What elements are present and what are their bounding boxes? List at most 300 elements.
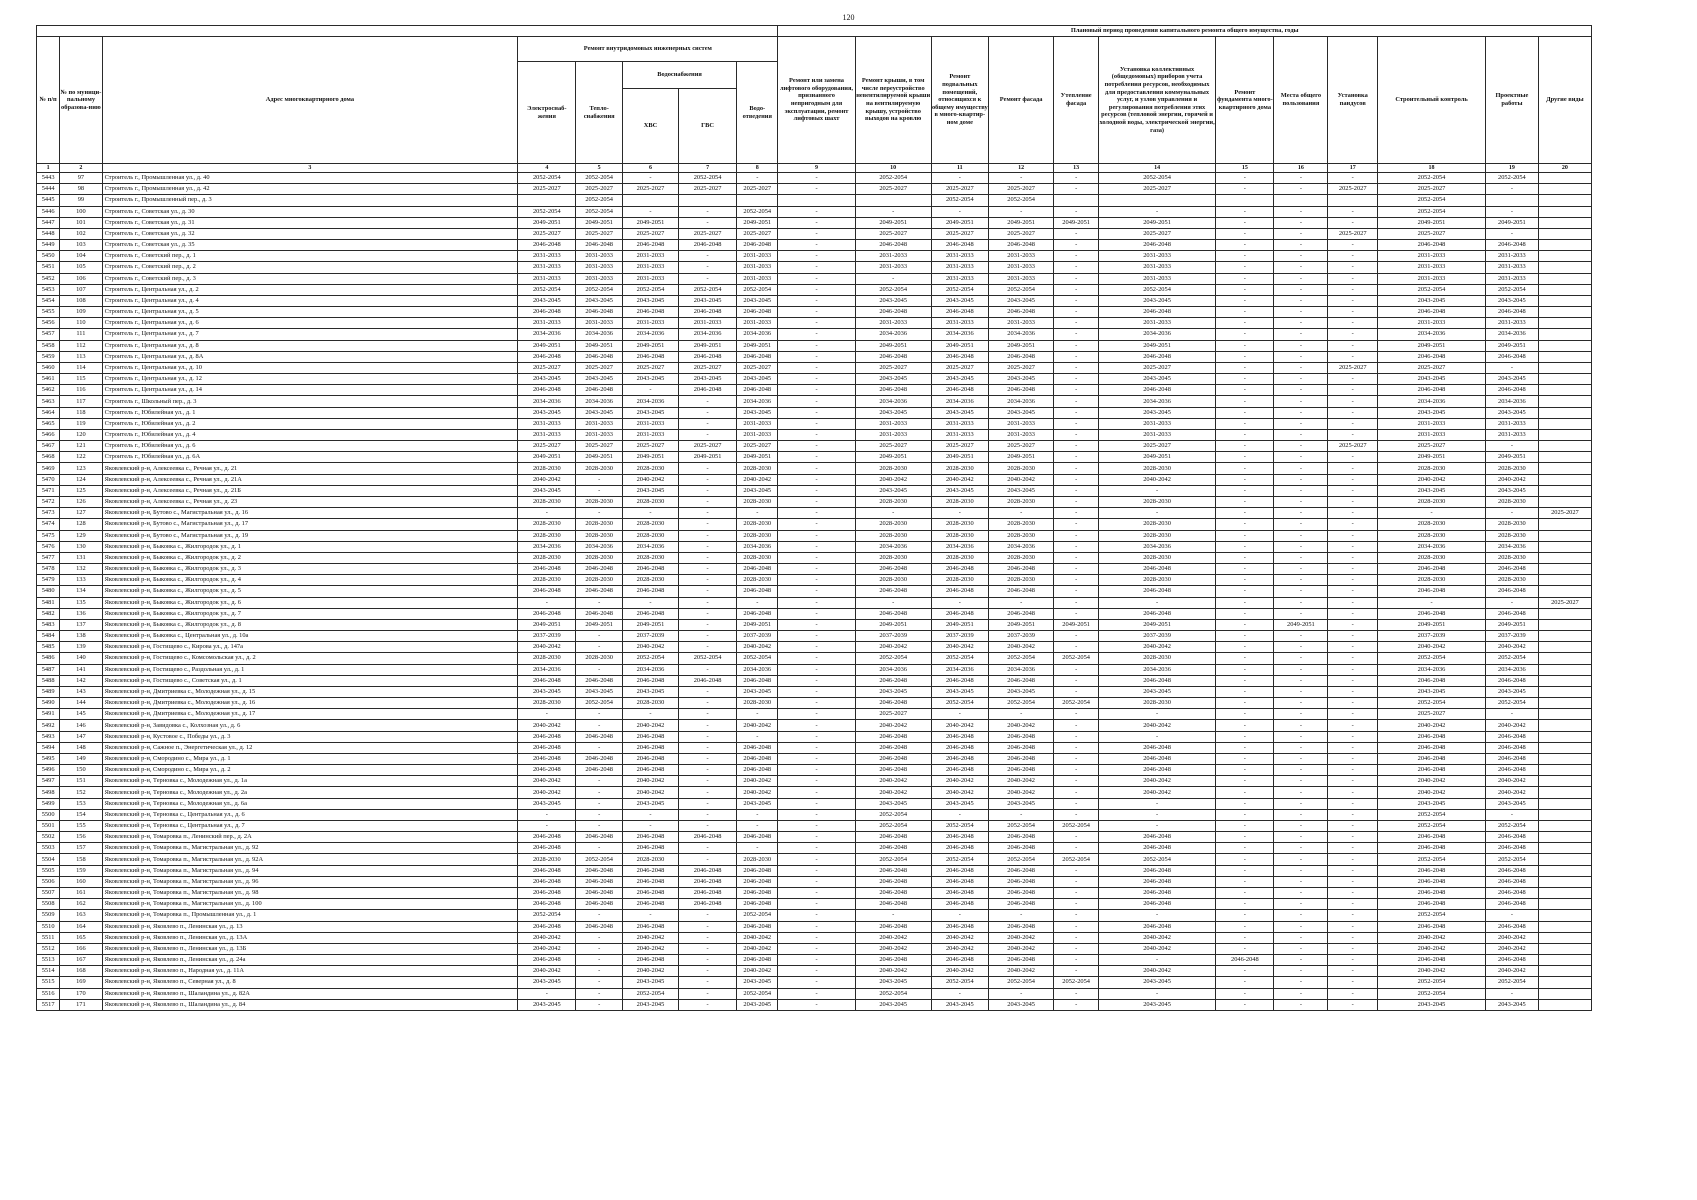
schedule-cell: 2028-2030 (1378, 519, 1486, 530)
schedule-cell: 2040-2042 (855, 932, 931, 943)
schedule-cell: - (1328, 407, 1378, 418)
schedule-cell: - (778, 362, 855, 373)
header-num: № п/п (37, 37, 60, 164)
schedule-cell: - (931, 988, 988, 999)
table-row (37, 876, 1592, 887)
schedule-cell: 2046-2048 (1098, 351, 1215, 362)
municipal-number: 125 (60, 485, 102, 496)
schedule-cell: - (1216, 429, 1274, 440)
schedule-cell: 2046-2048 (1485, 753, 1538, 764)
address-cell: Яковлевский р-н, Бутово с., Магистральная ул., д. 19 (102, 530, 518, 541)
schedule-cell: 2046-2048 (931, 731, 988, 742)
row-number: 5474 (37, 519, 60, 530)
schedule-cell: 2052-2054 (988, 854, 1054, 865)
schedule-cell: 2052-2054 (855, 173, 931, 184)
schedule-cell: 2046-2048 (737, 608, 778, 619)
schedule-cell: - (1216, 698, 1274, 709)
table-row (37, 396, 1592, 407)
schedule-cell: 2034-2036 (855, 541, 931, 552)
schedule-cell: 2046-2048 (622, 564, 678, 575)
schedule-cell: - (678, 206, 736, 217)
schedule-cell: 2052-2054 (855, 854, 931, 865)
schedule-cell: 2046-2048 (988, 586, 1054, 597)
municipal-number: 158 (60, 854, 102, 865)
schedule-cell: 2031-2033 (855, 418, 931, 429)
schedule-cell: 2028-2030 (1098, 653, 1215, 664)
table-row (37, 854, 1592, 865)
address-cell: Яковлевский р-н, Алексеевка с., Речная ул., д. 23 (102, 496, 518, 507)
schedule-cell (1538, 999, 1591, 1010)
schedule-cell: - (1274, 508, 1328, 519)
schedule-cell: 2031-2033 (518, 262, 576, 273)
schedule-cell (1538, 407, 1591, 418)
row-number: 5514 (37, 966, 60, 977)
municipal-number: 103 (60, 240, 102, 251)
schedule-cell: 2046-2048 (622, 888, 678, 899)
municipal-number: 139 (60, 642, 102, 653)
row-number: 5515 (37, 977, 60, 988)
schedule-cell: - (1054, 362, 1098, 373)
schedule-cell: 2046-2048 (988, 843, 1054, 854)
schedule-cell: 2049-2051 (988, 452, 1054, 463)
schedule-cell: 2028-2030 (576, 575, 623, 586)
row-number: 5511 (37, 932, 60, 943)
schedule-cell: - (1274, 474, 1328, 485)
address-cell: Яковлевский р-н, Бутово с., Магистральная ул., д. 16 (102, 508, 518, 519)
schedule-cell: 2028-2030 (1485, 575, 1538, 586)
schedule-cell: 2031-2033 (622, 318, 678, 329)
schedule-cell: 2049-2051 (678, 340, 736, 351)
schedule-cell: 2049-2051 (622, 452, 678, 463)
schedule-cell: 2046-2048 (622, 876, 678, 887)
schedule-cell: 2034-2036 (622, 541, 678, 552)
schedule-cell: 2046-2048 (1485, 742, 1538, 753)
schedule-cell: 2043-2045 (737, 295, 778, 306)
address-cell: Строитель г., Юбилейная ул., д. 6А (102, 452, 518, 463)
address-cell: Яковлевский р-н, Яковлево п., Ленинская ул., д. 13А (102, 932, 518, 943)
schedule-cell: 2046-2048 (1485, 564, 1538, 575)
schedule-cell: 2043-2045 (1098, 295, 1215, 306)
row-number: 5473 (37, 508, 60, 519)
schedule-cell: - (1216, 910, 1274, 921)
schedule-cell: 2046-2048 (576, 765, 623, 776)
address-cell: Яковлевский р-н, Быковка с., Жилгородок ул., д. 7 (102, 608, 518, 619)
schedule-cell: - (1328, 742, 1378, 753)
schedule-cell: - (1216, 173, 1274, 184)
schedule-cell: 2043-2045 (855, 485, 931, 496)
schedule-cell: - (678, 541, 736, 552)
municipal-number: 99 (60, 195, 102, 206)
schedule-cell: - (678, 407, 736, 418)
municipal-number: 150 (60, 765, 102, 776)
schedule-cell: - (778, 575, 855, 586)
schedule-cell: 2046-2048 (931, 888, 988, 899)
schedule-cell: - (778, 653, 855, 664)
schedule-cell: - (778, 396, 855, 407)
schedule-cell (1538, 351, 1591, 362)
schedule-cell: 2025-2027 (678, 228, 736, 239)
schedule-cell: 2049-2051 (988, 619, 1054, 630)
schedule-cell: - (576, 943, 623, 954)
schedule-cell: 2034-2036 (518, 541, 576, 552)
schedule-cell: 2046-2048 (1378, 564, 1486, 575)
table-row (37, 698, 1592, 709)
municipal-number: 118 (60, 407, 102, 418)
schedule-cell: 2049-2051 (855, 217, 931, 228)
schedule-cell: - (778, 865, 855, 876)
schedule-cell: 2031-2033 (576, 318, 623, 329)
schedule-cell: - (778, 910, 855, 921)
schedule-cell: - (678, 955, 736, 966)
schedule-cell: - (1054, 586, 1098, 597)
schedule-cell: 2040-2042 (1485, 943, 1538, 954)
schedule-cell: - (1328, 485, 1378, 496)
schedule-cell: 2043-2045 (855, 798, 931, 809)
schedule-cell: 2031-2033 (1485, 418, 1538, 429)
table-row (37, 173, 1592, 184)
row-number: 5453 (37, 284, 60, 295)
schedule-cell: - (1328, 899, 1378, 910)
schedule-cell (1538, 776, 1591, 787)
schedule-cell: 2031-2033 (988, 262, 1054, 273)
header-period-title: Плановый период проведения капитального ремонта общего имущества, годы (778, 26, 1592, 37)
schedule-cell: - (778, 921, 855, 932)
schedule-cell: - (1328, 776, 1378, 787)
schedule-cell: - (678, 575, 736, 586)
row-number: 5504 (37, 854, 60, 865)
schedule-cell: 2046-2048 (678, 832, 736, 843)
schedule-cell: 2043-2045 (855, 999, 931, 1010)
schedule-cell: - (1274, 295, 1328, 306)
schedule-cell: 2040-2042 (855, 943, 931, 954)
schedule-cell: 2046-2048 (931, 564, 988, 575)
schedule-cell (1538, 809, 1591, 820)
schedule-cell: - (1328, 217, 1378, 228)
schedule-cell: - (1216, 966, 1274, 977)
schedule-cell: 2034-2036 (988, 329, 1054, 340)
schedule-cell: 2028-2030 (737, 519, 778, 530)
schedule-cell: 2037-2039 (1098, 631, 1215, 642)
schedule-cell: 2025-2027 (1378, 441, 1486, 452)
schedule-cell: - (1216, 519, 1274, 530)
schedule-cell: 2025-2027 (1098, 441, 1215, 452)
schedule-cell: 2031-2033 (1098, 273, 1215, 284)
row-number: 5467 (37, 441, 60, 452)
schedule-cell: - (1216, 619, 1274, 630)
schedule-cell: 2046-2048 (1098, 765, 1215, 776)
table-row (37, 217, 1592, 228)
address-cell: Строитель г., Юбилейная ул., д. 6 (102, 441, 518, 452)
schedule-cell: - (1054, 787, 1098, 798)
table-row (37, 496, 1592, 507)
table-row (37, 921, 1592, 932)
schedule-cell: 2049-2051 (855, 452, 931, 463)
schedule-cell: - (1274, 999, 1328, 1010)
schedule-cell: - (678, 217, 736, 228)
schedule-cell: 2031-2033 (622, 251, 678, 262)
table-row (37, 240, 1592, 251)
schedule-cell: 2046-2048 (988, 899, 1054, 910)
schedule-cell: - (1328, 698, 1378, 709)
schedule-cell: 2046-2048 (855, 765, 931, 776)
schedule-cell: - (678, 742, 736, 753)
schedule-cell: 2043-2045 (622, 798, 678, 809)
schedule-cell: - (1054, 765, 1098, 776)
schedule-cell: 2052-2054 (931, 854, 988, 865)
schedule-cell: 2046-2048 (1098, 240, 1215, 251)
schedule-cell: 2052-2054 (1054, 820, 1098, 831)
schedule-cell: - (1054, 776, 1098, 787)
schedule-cell (622, 195, 678, 206)
municipal-number: 105 (60, 262, 102, 273)
address-cell: Яковлевский р-н, Яковлево п., Северная ул., д. 8 (102, 977, 518, 988)
table-row (37, 519, 1592, 530)
schedule-cell: 2025-2027 (737, 362, 778, 373)
schedule-cell: 2052-2054 (1054, 977, 1098, 988)
address-cell: Яковлевский р-н, Смородино с., Мира ул., д. 1 (102, 753, 518, 764)
schedule-cell: 2031-2033 (737, 251, 778, 262)
schedule-cell: 2031-2033 (1485, 273, 1538, 284)
schedule-cell: 2040-2042 (988, 932, 1054, 943)
schedule-cell: 2034-2036 (931, 664, 988, 675)
schedule-cell: 2049-2051 (1378, 340, 1486, 351)
address-cell: Яковлевский р-н, Гостищево с., Кирова ул., д. 147а (102, 642, 518, 653)
schedule-cell: 2034-2036 (1098, 396, 1215, 407)
schedule-cell: - (678, 720, 736, 731)
schedule-cell: - (1216, 608, 1274, 619)
schedule-cell: 2040-2042 (622, 776, 678, 787)
schedule-cell: - (1216, 787, 1274, 798)
schedule-cell: 2040-2042 (622, 787, 678, 798)
row-number: 5503 (37, 843, 60, 854)
schedule-cell: - (576, 597, 623, 608)
schedule-cell (1538, 541, 1591, 552)
schedule-cell: 2043-2045 (737, 798, 778, 809)
schedule-cell: 2046-2048 (518, 765, 576, 776)
column-number: 2 (60, 164, 102, 173)
row-number: 5457 (37, 329, 60, 340)
table-row (37, 664, 1592, 675)
schedule-cell: - (931, 910, 988, 921)
schedule-cell: 2052-2054 (1378, 988, 1486, 999)
schedule-cell: 2025-2027 (1378, 228, 1486, 239)
schedule-cell: 2046-2048 (931, 742, 988, 753)
schedule-cell: - (1098, 809, 1215, 820)
schedule-cell: 2034-2036 (576, 329, 623, 340)
schedule-cell: 2052-2054 (1485, 977, 1538, 988)
municipal-number: 154 (60, 809, 102, 820)
schedule-cell: 2046-2048 (1098, 899, 1215, 910)
schedule-cell: - (1328, 843, 1378, 854)
schedule-cell: 2040-2042 (931, 776, 988, 787)
schedule-cell: - (576, 631, 623, 642)
schedule-cell: - (1274, 318, 1328, 329)
schedule-cell: 2028-2030 (931, 552, 988, 563)
schedule-cell: 2049-2051 (1485, 619, 1538, 630)
row-number: 5505 (37, 865, 60, 876)
address-cell: Строитель г., Центральная ул., д. 7 (102, 329, 518, 340)
schedule-cell: - (778, 742, 855, 753)
schedule-cell: 2031-2033 (622, 418, 678, 429)
table-row (37, 642, 1592, 653)
schedule-cell: 2052-2054 (1378, 206, 1486, 217)
schedule-cell: - (1328, 943, 1378, 954)
schedule-cell (1538, 552, 1591, 563)
schedule-cell: 2049-2051 (622, 340, 678, 351)
schedule-cell: - (1274, 843, 1328, 854)
schedule-cell: 2046-2048 (1378, 731, 1486, 742)
row-number: 5466 (37, 429, 60, 440)
schedule-cell: 2040-2042 (737, 966, 778, 977)
schedule-cell: 2034-2036 (1378, 329, 1486, 340)
schedule-cell: - (678, 262, 736, 273)
schedule-cell: - (1216, 530, 1274, 541)
row-number: 5492 (37, 720, 60, 731)
schedule-cell: - (678, 798, 736, 809)
schedule-cell: - (1098, 597, 1215, 608)
address-cell: Строитель г., Центральная ул., д. 10 (102, 362, 518, 373)
address-cell: Строитель г., Советский пер., д. 3 (102, 273, 518, 284)
header-cold-water: ХВС (622, 89, 678, 164)
schedule-cell: - (576, 642, 623, 653)
schedule-cell: 2043-2045 (518, 407, 576, 418)
schedule-cell: 2040-2042 (1485, 776, 1538, 787)
municipal-number: 152 (60, 787, 102, 798)
schedule-cell: - (1216, 575, 1274, 586)
schedule-cell: 2040-2042 (988, 720, 1054, 731)
schedule-cell: 2046-2048 (931, 753, 988, 764)
schedule-cell: 2028-2030 (855, 463, 931, 474)
municipal-number: 153 (60, 798, 102, 809)
schedule-cell: 2052-2054 (931, 653, 988, 664)
schedule-cell: - (1054, 798, 1098, 809)
schedule-cell: - (576, 988, 623, 999)
schedule-cell: 2046-2048 (1098, 586, 1215, 597)
address-cell: Яковлевский р-н, Терновка с., Молодежная ул., д. 6а (102, 798, 518, 809)
schedule-cell: - (1274, 396, 1328, 407)
schedule-cell: 2046-2048 (1378, 351, 1486, 362)
schedule-cell: - (1328, 631, 1378, 642)
schedule-cell: - (576, 966, 623, 977)
schedule-cell: 2046-2048 (678, 865, 736, 876)
schedule-cell: 2046-2048 (678, 675, 736, 686)
schedule-cell: 2046-2048 (855, 876, 931, 887)
schedule-cell: 2031-2033 (931, 318, 988, 329)
schedule-cell: 2034-2036 (855, 664, 931, 675)
schedule-cell: 2040-2042 (1485, 787, 1538, 798)
schedule-cell: 2037-2039 (737, 631, 778, 642)
schedule-cell: 2025-2027 (1378, 709, 1486, 720)
schedule-cell: - (778, 240, 855, 251)
schedule-cell: - (678, 586, 736, 597)
municipal-number: 123 (60, 463, 102, 474)
schedule-cell: - (1054, 228, 1098, 239)
schedule-cell: - (1216, 642, 1274, 653)
schedule-cell: 2040-2042 (1098, 642, 1215, 653)
schedule-cell: - (576, 932, 623, 943)
municipal-number: 169 (60, 977, 102, 988)
row-number: 5510 (37, 921, 60, 932)
municipal-number: 128 (60, 519, 102, 530)
address-cell: Яковлевский р-н, Яковлево п., Ленинская ул., д. 13Б (102, 943, 518, 954)
schedule-cell (1538, 575, 1591, 586)
schedule-cell: 2049-2051 (1485, 452, 1538, 463)
schedule-cell: 2043-2045 (737, 374, 778, 385)
schedule-cell (1538, 709, 1591, 720)
schedule-cell: 2046-2048 (1378, 843, 1486, 854)
municipal-number: 132 (60, 564, 102, 575)
schedule-cell: - (778, 899, 855, 910)
schedule-cell: 2025-2027 (931, 184, 988, 195)
schedule-cell: 2037-2039 (1485, 631, 1538, 642)
schedule-cell: 2046-2048 (855, 731, 931, 742)
schedule-cell: 2046-2048 (622, 742, 678, 753)
schedule-cell: - (1274, 351, 1328, 362)
schedule-cell: - (778, 485, 855, 496)
schedule-cell: 2052-2054 (737, 653, 778, 664)
schedule-cell: 2040-2042 (855, 720, 931, 731)
schedule-cell: - (1216, 396, 1274, 407)
schedule-cell: - (1328, 575, 1378, 586)
schedule-cell: - (576, 664, 623, 675)
schedule-cell: 2049-2051 (737, 340, 778, 351)
row-number: 5465 (37, 418, 60, 429)
row-number: 5448 (37, 228, 60, 239)
schedule-cell (1538, 418, 1591, 429)
table-row (37, 452, 1592, 463)
schedule-cell: - (576, 485, 623, 496)
schedule-cell: - (1328, 988, 1378, 999)
schedule-cell: 2046-2048 (622, 955, 678, 966)
schedule-cell: 2046-2048 (678, 351, 736, 362)
schedule-cell: - (1328, 273, 1378, 284)
schedule-cell: 2046-2048 (1485, 876, 1538, 887)
schedule-cell: 2031-2033 (622, 262, 678, 273)
schedule-cell: 2025-2027 (622, 362, 678, 373)
schedule-cell: 2034-2036 (1485, 541, 1538, 552)
schedule-cell: 2031-2033 (1485, 318, 1538, 329)
schedule-cell: - (678, 496, 736, 507)
schedule-cell: 2028-2030 (1098, 552, 1215, 563)
schedule-cell: 2028-2030 (576, 552, 623, 563)
schedule-cell (1538, 396, 1591, 407)
column-number: 1 (37, 164, 60, 173)
schedule-cell: 2046-2048 (1098, 307, 1215, 318)
schedule-cell: 2025-2027 (931, 228, 988, 239)
row-number: 5513 (37, 955, 60, 966)
schedule-cell: 2031-2033 (1098, 429, 1215, 440)
schedule-cell: - (1054, 575, 1098, 586)
schedule-cell: - (778, 251, 855, 262)
schedule-cell: - (1054, 631, 1098, 642)
schedule-cell: 2025-2027 (988, 362, 1054, 373)
schedule-cell: - (1485, 508, 1538, 519)
schedule-cell: 2046-2048 (1098, 564, 1215, 575)
schedule-cell: 2043-2045 (518, 977, 576, 988)
schedule-cell: - (1054, 273, 1098, 284)
schedule-cell: 2028-2030 (988, 575, 1054, 586)
schedule-cell: - (1216, 765, 1274, 776)
schedule-cell: 2046-2048 (988, 351, 1054, 362)
schedule-cell: 2046-2048 (576, 351, 623, 362)
schedule-cell: - (1216, 832, 1274, 843)
row-number: 5459 (37, 351, 60, 362)
column-number: 12 (988, 164, 1054, 173)
schedule-cell: - (1328, 351, 1378, 362)
schedule-cell: 2040-2042 (988, 474, 1054, 485)
schedule-cell: 2043-2045 (576, 374, 623, 385)
schedule-cell: 2034-2036 (988, 664, 1054, 675)
